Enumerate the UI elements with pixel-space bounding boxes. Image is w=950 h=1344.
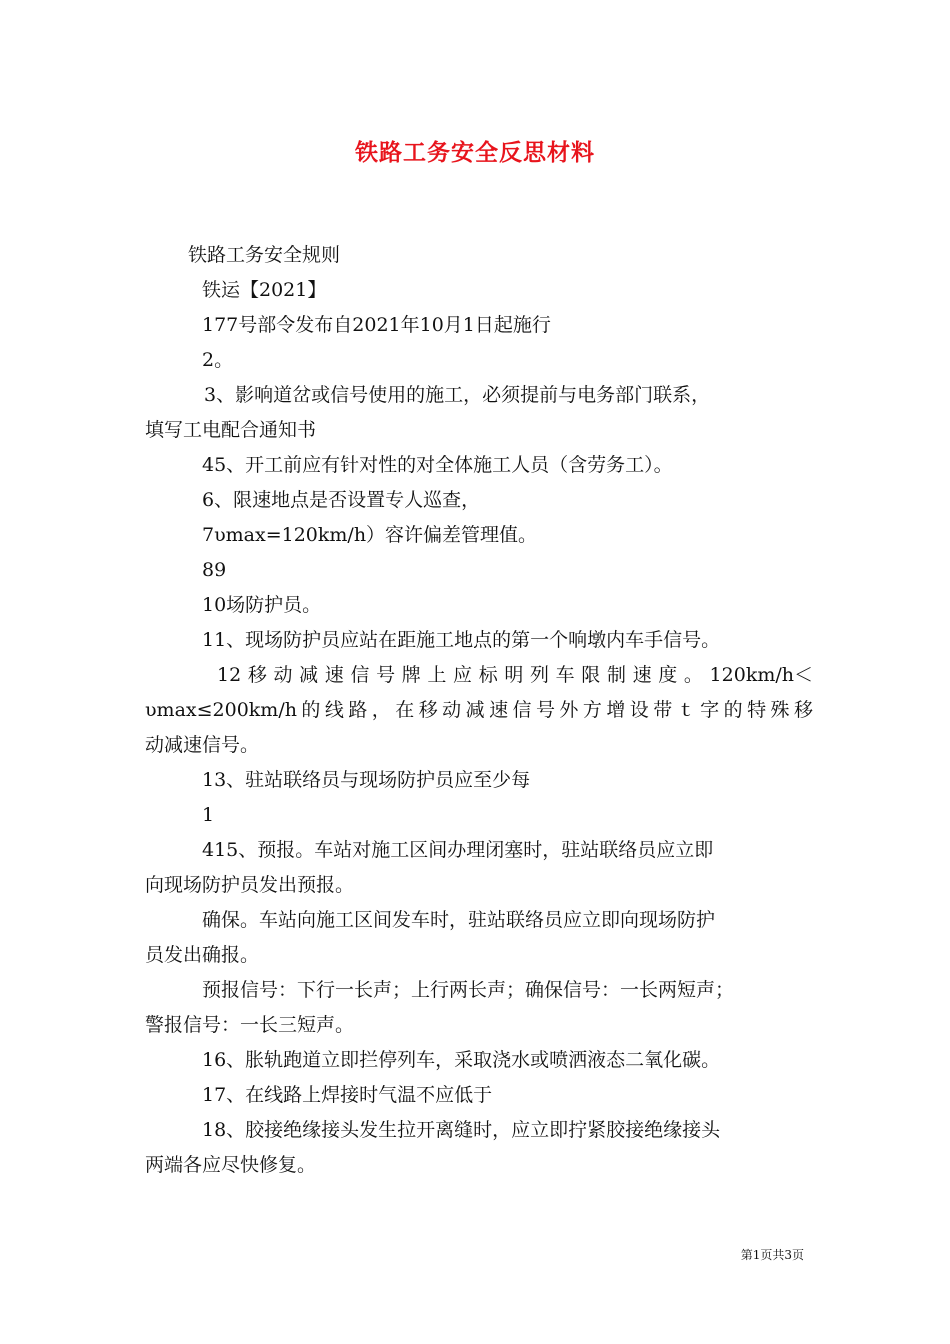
text-line: 2。 bbox=[202, 349, 234, 371]
text-line: 向现场防护员发出预报。 bbox=[145, 874, 355, 896]
text-line: 两端各应尽快修复。 bbox=[145, 1154, 317, 1176]
text-line: 18、胶接绝缘接头发生拉开离缝时，应立即拧紧胶接绝缘接头 bbox=[202, 1119, 721, 1141]
document-body bbox=[145, 238, 813, 1183]
text-line: 13、驻站联络员与现场防护员应至少每 bbox=[202, 769, 531, 791]
text-line: υmax≤200km/h的线路，在移动减速信号外方增设带ｔ字的特殊移 bbox=[145, 699, 813, 721]
document-title: 铁路工务安全反思材料 bbox=[355, 139, 595, 166]
text-line: 3、影响道岔或信号使用的施工，必须提前与电务部门联系， bbox=[204, 384, 711, 406]
text-line: 12移动减速信号牌上应标明列车限制速度。120km/h＜ bbox=[217, 664, 813, 686]
text-line: 1 bbox=[202, 804, 215, 826]
text-line: 17、在线路上焊接时气温不应低于 bbox=[202, 1084, 493, 1106]
text-line: 45、开工前应有针对性的对全体施工人员（含劳务工）。 bbox=[202, 454, 673, 476]
text-line: 预报信号：下行一长声；上行两长声；确保信号：一长两短声； bbox=[202, 979, 735, 1001]
text-line: 警报信号：一长三短声。 bbox=[145, 1014, 355, 1036]
text-line: 7υmax=120km/h）容许偏差管理值。 bbox=[202, 524, 538, 546]
text-line: 动减速信号。 bbox=[145, 734, 260, 756]
text-line: 10场防护员。 bbox=[202, 594, 322, 616]
page-number: 第1页共3页 bbox=[740, 1248, 804, 1262]
text-line: 89 bbox=[202, 559, 227, 581]
text-line: 415、预报。车站对施工区间办理闭塞时，驻站联络员应立即 bbox=[202, 839, 714, 861]
text-line: 铁运【2021】 bbox=[202, 279, 327, 301]
text-line: 11、现场防护员应站在距施工地点的第一个响墩内车手信号。 bbox=[202, 629, 721, 651]
text-line: 铁路工务安全规则 bbox=[188, 244, 341, 266]
text-line: 填写工电配合通知书 bbox=[145, 419, 317, 441]
text-line: 确保。车站向施工区间发车时，驻站联络员应立即向现场防护 bbox=[202, 909, 716, 931]
text-line: 6、限速地点是否设置专人巡查， bbox=[202, 489, 481, 511]
text-line: 员发出确报。 bbox=[145, 944, 260, 966]
text-line: 177号部令发布自2021年10月1日起施行 bbox=[202, 314, 551, 336]
text-line: 16、胀轨跑道立即拦停列车，采取浇水或喷洒液态二氧化碳。 bbox=[202, 1049, 721, 1071]
